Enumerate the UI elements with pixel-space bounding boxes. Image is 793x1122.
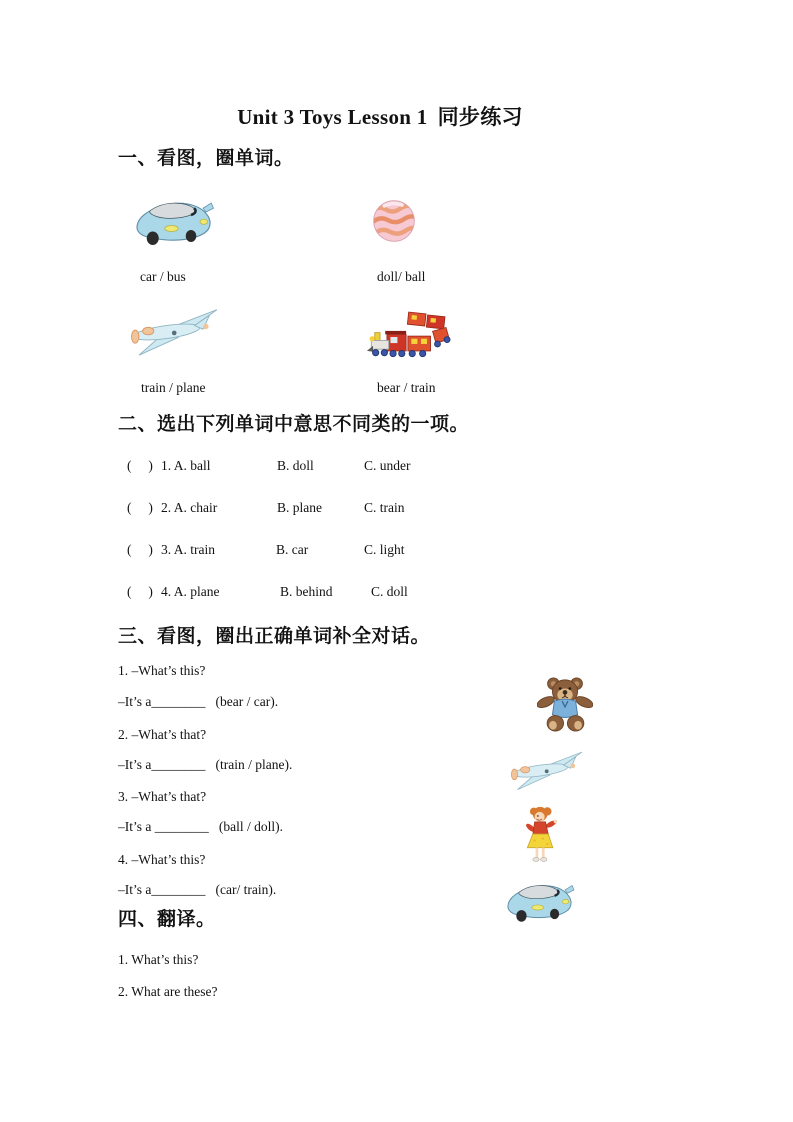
answer-parentheses: ( ) xyxy=(127,542,153,557)
doll-image xyxy=(522,806,560,864)
section2-heading: 二、选出下列单词中意思不同类的一项。 xyxy=(118,414,470,435)
option-a: 2. A. chair xyxy=(161,500,218,515)
dialog-question-3: 3. –What’s that? xyxy=(118,789,207,804)
section1-heading: 一、看图，圈单词。 xyxy=(118,148,294,169)
section3-heading: 三、看图，圈出正确单词补全对话。 xyxy=(118,626,431,647)
small-car-image xyxy=(500,877,578,925)
answer-parentheses: ( ) xyxy=(127,584,153,599)
translation-item-2: 2. What are these? xyxy=(118,984,218,999)
item-label-bear-train: bear / train xyxy=(377,380,436,395)
page-title-chinese: 同步练习 xyxy=(437,106,523,129)
choice-row-2 xyxy=(0,500,793,518)
dialog-question-1: 1. –What’s this? xyxy=(118,663,206,678)
dialog-question-4: 4. –What’s this? xyxy=(118,852,206,867)
option-c: C. train xyxy=(364,500,405,515)
answer-parentheses: ( ) xyxy=(127,500,153,515)
toy-train-image xyxy=(356,310,458,364)
option-b: B. doll xyxy=(277,458,314,473)
option-c: C. under xyxy=(364,458,411,473)
toy-car-image xyxy=(128,192,218,250)
toy-ball-image xyxy=(371,198,417,244)
dialog-answer-4: –It’s a________ (car/ train). xyxy=(118,882,277,897)
item-label-train-plane: train / plane xyxy=(141,380,206,395)
small-plane-image xyxy=(506,749,592,792)
dialog-question-2: 2. –What’s that? xyxy=(118,727,207,742)
toy-plane-image xyxy=(125,306,229,358)
translation-item-1: 1. What’s this? xyxy=(118,952,199,967)
item-label-car-bus: car / bus xyxy=(140,269,186,284)
choice-row-3 xyxy=(0,542,793,560)
teddy-bear-image xyxy=(537,675,593,733)
option-a: 4. A. plane xyxy=(161,584,220,599)
dialog-answer-2: –It’s a________ (train / plane). xyxy=(118,757,293,772)
option-b: B. plane xyxy=(277,500,322,515)
dialog-answer-1: –It’s a________ (bear / car). xyxy=(118,694,279,709)
section4-heading: 四、翻译。 xyxy=(118,909,216,930)
option-a: 1. A. ball xyxy=(161,458,211,473)
dialog-answer-3: –It’s a ________ (ball / doll). xyxy=(118,819,283,834)
page-title-english: Unit 3 Toys Lesson 1 xyxy=(237,105,428,129)
option-b: B. car xyxy=(276,542,309,557)
option-c: C. light xyxy=(364,542,405,557)
option-a: 3. A. train xyxy=(161,542,215,557)
answer-parentheses: ( ) xyxy=(127,458,153,473)
page-title xyxy=(0,101,760,131)
choice-row-4 xyxy=(0,584,793,602)
option-c: C. doll xyxy=(371,584,408,599)
item-label-doll-ball: doll/ ball xyxy=(377,269,426,284)
choice-row-1 xyxy=(0,458,793,476)
option-b: B. behind xyxy=(280,584,333,599)
